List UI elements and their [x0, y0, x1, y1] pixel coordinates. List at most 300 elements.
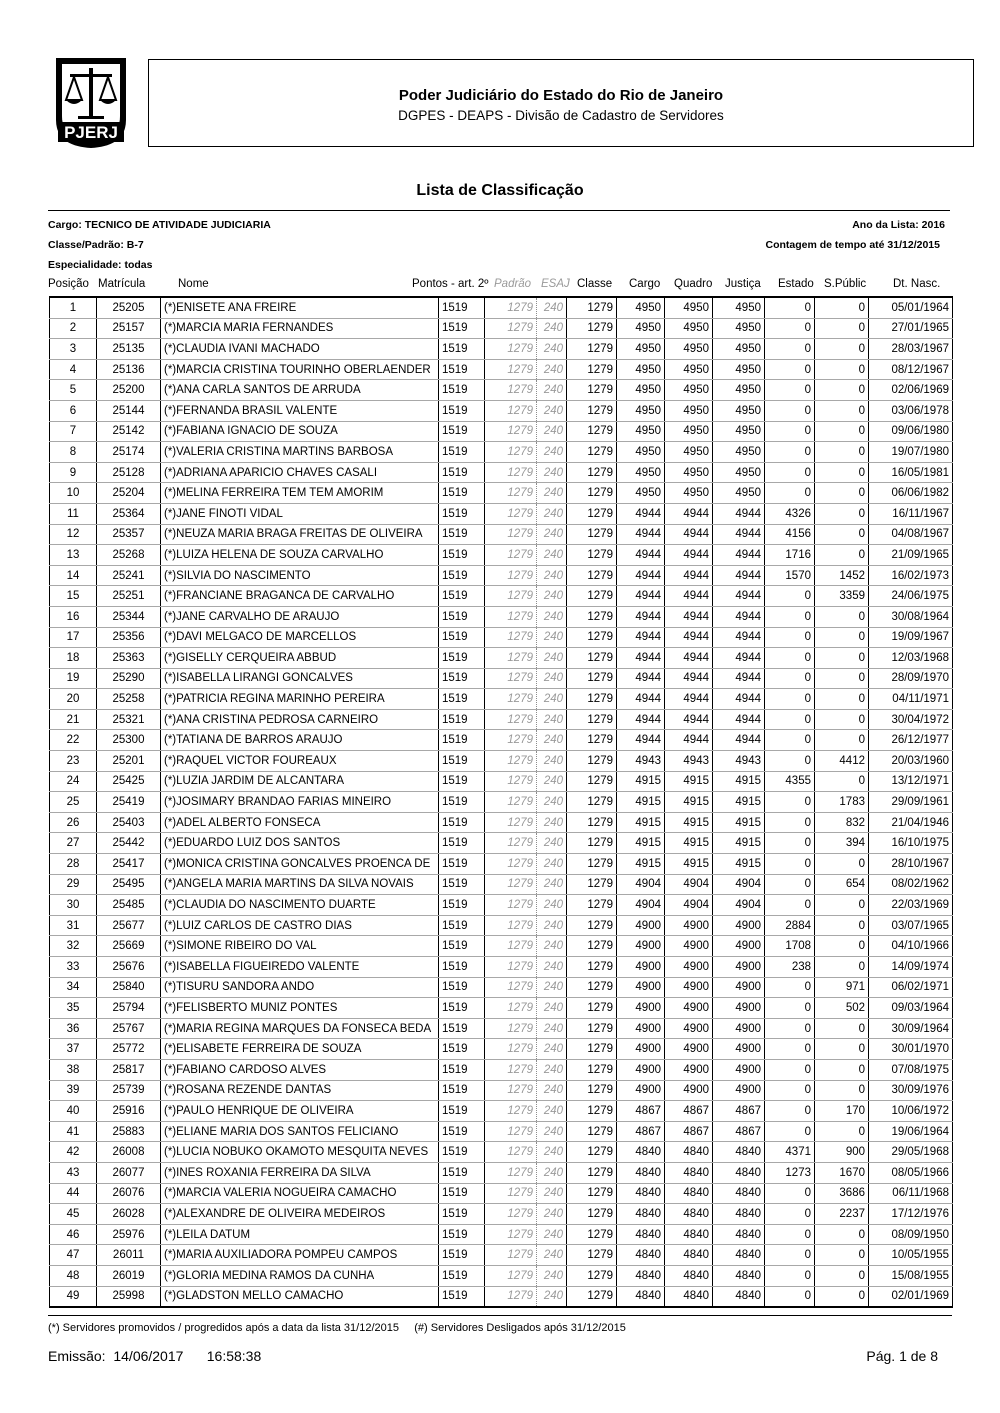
cell-pontos: 1519 [439, 751, 485, 772]
emission-date: Emissão: 14/06/2017 16:58:38 [48, 1348, 262, 1364]
cell-matricula: 25356 [97, 627, 161, 648]
cell-estado: 0 [765, 730, 815, 751]
cell-quadro: 4944 [665, 730, 713, 751]
cell-esaj: 240 [537, 503, 567, 524]
cell-classe: 1279 [567, 751, 617, 772]
cell-spublic: 4412 [815, 751, 869, 772]
cell-cargo: 4944 [617, 730, 665, 751]
cell-nome: (*)LEILA DATUM [161, 1224, 439, 1245]
cell-estado: 238 [765, 957, 815, 978]
cell-estado: 1570 [765, 565, 815, 586]
cell-padrao: 1279 [485, 915, 537, 936]
cell-matricula: 25794 [97, 998, 161, 1019]
cell-padrao: 1279 [485, 586, 537, 607]
cell-estado: 0 [765, 318, 815, 339]
footer-divider [48, 1315, 952, 1316]
cell-posicao: 2 [50, 318, 97, 339]
table-row [50, 1224, 953, 1245]
cell-matricula: 25128 [97, 462, 161, 483]
table-row [50, 751, 953, 772]
cell-dtnasc: 02/01/1969 [869, 1286, 953, 1307]
cell-esaj: 240 [537, 792, 567, 813]
cell-spublic: 0 [815, 524, 869, 545]
cell-padrao: 1279 [485, 1265, 537, 1286]
cell-dtnasc: 08/02/1962 [869, 874, 953, 895]
cargo-label: Cargo: TECNICO DE ATIVIDADE JUDICIARIA [48, 219, 271, 231]
cell-padrao: 1279 [485, 359, 537, 380]
cell-esaj: 240 [537, 936, 567, 957]
cell-justica: 4840 [713, 1204, 765, 1225]
table-row [50, 1162, 953, 1183]
cell-quadro: 4900 [665, 915, 713, 936]
cell-nome: (*)MARCIA VALERIA NOGUEIRA CAMACHO [161, 1183, 439, 1204]
cell-quadro: 4840 [665, 1204, 713, 1225]
cell-nome: (*)SIMONE RIBEIRO DO VAL [161, 936, 439, 957]
cell-nome: (*)ROSANA REZENDE DANTAS [161, 1080, 439, 1101]
cell-spublic: 0 [815, 297, 869, 318]
cell-estado: 0 [765, 1018, 815, 1039]
cell-matricula: 25204 [97, 483, 161, 504]
cell-estado: 0 [765, 380, 815, 401]
cell-padrao: 1279 [485, 400, 537, 421]
cell-quadro: 4944 [665, 689, 713, 710]
cell-spublic: 0 [815, 421, 869, 442]
cell-quadro: 4900 [665, 1080, 713, 1101]
cell-spublic: 0 [815, 545, 869, 566]
table-row [50, 297, 953, 318]
cell-dtnasc: 13/12/1971 [869, 771, 953, 792]
cell-matricula: 25174 [97, 442, 161, 463]
cell-classe: 1279 [567, 545, 617, 566]
cell-esaj: 240 [537, 895, 567, 916]
cell-quadro: 4944 [665, 586, 713, 607]
cell-posicao: 39 [50, 1080, 97, 1101]
cell-spublic: 0 [815, 1018, 869, 1039]
cell-justica: 4950 [713, 339, 765, 360]
cell-spublic: 0 [815, 483, 869, 504]
table-row [50, 359, 953, 380]
cell-esaj: 240 [537, 648, 567, 669]
cell-cargo: 4944 [617, 545, 665, 566]
table-row [50, 1101, 953, 1122]
cell-justica: 4944 [713, 524, 765, 545]
table-row [50, 545, 953, 566]
cell-quadro: 4950 [665, 462, 713, 483]
cell-cargo: 4950 [617, 339, 665, 360]
cell-posicao: 28 [50, 854, 97, 875]
cell-spublic: 0 [815, 1039, 869, 1060]
cell-esaj: 240 [537, 1121, 567, 1142]
cell-justica: 4944 [713, 503, 765, 524]
cell-nome: (*)FRANCIANE BRAGANCA DE CARVALHO [161, 586, 439, 607]
cell-spublic: 1452 [815, 565, 869, 586]
cell-padrao: 1279 [485, 318, 537, 339]
cell-posicao: 13 [50, 545, 97, 566]
cell-padrao: 1279 [485, 730, 537, 751]
cell-cargo: 4944 [617, 586, 665, 607]
cell-esaj: 240 [537, 689, 567, 710]
cell-justica: 4840 [713, 1265, 765, 1286]
cell-cargo: 4900 [617, 915, 665, 936]
cell-classe: 1279 [567, 812, 617, 833]
cell-nome: (*)JANE FINOTI VIDAL [161, 503, 439, 524]
cell-pontos: 1519 [439, 1121, 485, 1142]
col-posicao: Posição [48, 278, 89, 290]
cell-estado: 0 [765, 339, 815, 360]
cell-classe: 1279 [567, 998, 617, 1019]
cell-matricula: 25772 [97, 1039, 161, 1060]
cell-posicao: 18 [50, 648, 97, 669]
cell-padrao: 1279 [485, 833, 537, 854]
cell-classe: 1279 [567, 1286, 617, 1307]
table-row [50, 586, 953, 607]
cell-posicao: 32 [50, 936, 97, 957]
cell-pontos: 1519 [439, 1018, 485, 1039]
cell-dtnasc: 07/08/1975 [869, 1059, 953, 1080]
cell-nome: (*)RAQUEL VICTOR FOUREAUX [161, 751, 439, 772]
cell-pontos: 1519 [439, 503, 485, 524]
cell-nome: (*)TISURU SANDORA ANDO [161, 977, 439, 998]
table-row [50, 503, 953, 524]
cell-spublic: 1783 [815, 792, 869, 813]
cell-nome: (*)ISABELLA FIGUEIREDO VALENTE [161, 957, 439, 978]
cell-cargo: 4900 [617, 957, 665, 978]
cell-justica: 4904 [713, 895, 765, 916]
cell-spublic: 0 [815, 854, 869, 875]
cell-nome: (*)ENISETE ANA FREIRE [161, 297, 439, 318]
cell-nome: (*)LUIZ CARLOS DE CASTRO DIAS [161, 915, 439, 936]
cell-cargo: 4944 [617, 565, 665, 586]
cell-dtnasc: 30/01/1970 [869, 1039, 953, 1060]
cell-matricula: 26011 [97, 1245, 161, 1266]
cell-quadro: 4915 [665, 812, 713, 833]
cell-estado: 0 [765, 874, 815, 895]
cell-matricula: 25241 [97, 565, 161, 586]
cell-spublic: 0 [815, 627, 869, 648]
cell-posicao: 22 [50, 730, 97, 751]
cell-quadro: 4944 [665, 545, 713, 566]
cell-padrao: 1279 [485, 297, 537, 318]
cell-dtnasc: 09/06/1980 [869, 421, 953, 442]
cell-nome: (*)FABIANA IGNACIO DE SOUZA [161, 421, 439, 442]
cell-nome: (*)CLAUDIA IVANI MACHADO [161, 339, 439, 360]
cell-posicao: 7 [50, 421, 97, 442]
cell-matricula: 25142 [97, 421, 161, 442]
cell-classe: 1279 [567, 709, 617, 730]
cell-estado: 1708 [765, 936, 815, 957]
cell-matricula: 25363 [97, 648, 161, 669]
cell-justica: 4915 [713, 771, 765, 792]
cell-padrao: 1279 [485, 792, 537, 813]
cell-nome: (*)MARCIA MARIA FERNANDES [161, 318, 439, 339]
cell-cargo: 4900 [617, 1080, 665, 1101]
cell-spublic: 0 [815, 668, 869, 689]
cell-estado: 0 [765, 648, 815, 669]
cell-quadro: 4840 [665, 1224, 713, 1245]
cell-spublic: 971 [815, 977, 869, 998]
table-row [50, 1121, 953, 1142]
cell-dtnasc: 06/02/1971 [869, 977, 953, 998]
cell-cargo: 4904 [617, 895, 665, 916]
cell-pontos: 1519 [439, 1162, 485, 1183]
cell-matricula: 25290 [97, 668, 161, 689]
cell-classe: 1279 [567, 874, 617, 895]
cell-cargo: 4944 [617, 668, 665, 689]
cell-posicao: 1 [50, 297, 97, 318]
cell-quadro: 4950 [665, 318, 713, 339]
cell-classe: 1279 [567, 1183, 617, 1204]
cell-quadro: 4867 [665, 1121, 713, 1142]
cell-cargo: 4944 [617, 627, 665, 648]
cell-nome: (*)FABIANO CARDOSO ALVES [161, 1059, 439, 1080]
col-dtnasc: Dt. Nasc. [893, 278, 941, 290]
cell-pontos: 1519 [439, 957, 485, 978]
cell-quadro: 4943 [665, 751, 713, 772]
cell-matricula: 25998 [97, 1286, 161, 1307]
cell-pontos: 1519 [439, 1101, 485, 1122]
pjerj-logo [52, 50, 130, 150]
col-classe: Classe [577, 278, 613, 290]
cell-cargo: 4840 [617, 1204, 665, 1225]
cell-nome: (*)ADRIANA APARICIO CHAVES CASALI [161, 462, 439, 483]
cell-quadro: 4904 [665, 895, 713, 916]
cell-padrao: 1279 [485, 1162, 537, 1183]
cell-pontos: 1519 [439, 1224, 485, 1245]
cell-posicao: 30 [50, 895, 97, 916]
cell-estado: 0 [765, 421, 815, 442]
cell-nome: (*)ELISABETE FERREIRA DE SOUZA [161, 1039, 439, 1060]
cell-nome: (*)ADEL ALBERTO FONSECA [161, 812, 439, 833]
cell-estado: 0 [765, 586, 815, 607]
cell-posicao: 5 [50, 380, 97, 401]
cell-justica: 4944 [713, 648, 765, 669]
cell-justica: 4840 [713, 1142, 765, 1163]
cell-cargo: 4943 [617, 751, 665, 772]
table-row [50, 730, 953, 751]
cell-nome: (*)MARIA REGINA MARQUES DA FONSECA BEDA [161, 1018, 439, 1039]
cell-estado: 0 [765, 606, 815, 627]
cell-posicao: 10 [50, 483, 97, 504]
cell-estado: 0 [765, 833, 815, 854]
cell-justica: 4915 [713, 854, 765, 875]
cell-classe: 1279 [567, 771, 617, 792]
cell-matricula: 25344 [97, 606, 161, 627]
cell-justica: 4840 [713, 1224, 765, 1245]
cell-posicao: 4 [50, 359, 97, 380]
cell-padrao: 1279 [485, 1142, 537, 1163]
cell-spublic: 0 [815, 339, 869, 360]
cell-matricula: 25364 [97, 503, 161, 524]
cell-esaj: 240 [537, 874, 567, 895]
cell-matricula: 25485 [97, 895, 161, 916]
cell-cargo: 4944 [617, 524, 665, 545]
cell-cargo: 4900 [617, 936, 665, 957]
cell-posicao: 43 [50, 1162, 97, 1183]
cell-dtnasc: 19/09/1967 [869, 627, 953, 648]
cell-matricula: 25357 [97, 524, 161, 545]
col-nome: Nome [178, 278, 209, 290]
cell-estado: 0 [765, 1265, 815, 1286]
title-divider [48, 210, 950, 211]
cell-padrao: 1279 [485, 421, 537, 442]
table-row [50, 1018, 953, 1039]
cell-spublic: 900 [815, 1142, 869, 1163]
cell-justica: 4944 [713, 668, 765, 689]
cell-spublic: 0 [815, 1286, 869, 1307]
cell-cargo: 4900 [617, 1059, 665, 1080]
table-row [50, 998, 953, 1019]
cell-estado: 4156 [765, 524, 815, 545]
table-row [50, 874, 953, 895]
cell-pontos: 1519 [439, 1204, 485, 1225]
cell-esaj: 240 [537, 1059, 567, 1080]
cell-pontos: 1519 [439, 1039, 485, 1060]
cell-padrao: 1279 [485, 977, 537, 998]
cell-esaj: 240 [537, 442, 567, 463]
cell-pontos: 1519 [439, 1265, 485, 1286]
cell-dtnasc: 19/07/1980 [869, 442, 953, 463]
cell-padrao: 1279 [485, 1245, 537, 1266]
cell-quadro: 4904 [665, 874, 713, 895]
cell-cargo: 4950 [617, 359, 665, 380]
table-row [50, 565, 953, 586]
cell-cargo: 4915 [617, 792, 665, 813]
cell-cargo: 4840 [617, 1183, 665, 1204]
cell-spublic: 0 [815, 1080, 869, 1101]
cell-justica: 4944 [713, 545, 765, 566]
cell-cargo: 4944 [617, 709, 665, 730]
cell-justica: 4944 [713, 730, 765, 751]
cell-dtnasc: 08/12/1967 [869, 359, 953, 380]
table-row [50, 1286, 953, 1307]
cell-pontos: 1519 [439, 359, 485, 380]
cell-spublic: 0 [815, 1121, 869, 1142]
cell-padrao: 1279 [485, 1101, 537, 1122]
cell-dtnasc: 09/03/1964 [869, 998, 953, 1019]
cell-justica: 4950 [713, 442, 765, 463]
cell-estado: 0 [765, 895, 815, 916]
cell-nome: (*)FERNANDA BRASIL VALENTE [161, 400, 439, 421]
cell-classe: 1279 [567, 1265, 617, 1286]
col-padrao: Padrão [494, 278, 532, 290]
cell-justica: 4943 [713, 751, 765, 772]
cell-posicao: 19 [50, 668, 97, 689]
table-row [50, 648, 953, 669]
table-row [50, 380, 953, 401]
col-matricula: Matrícula [98, 278, 146, 290]
cell-estado: 0 [765, 462, 815, 483]
cell-quadro: 4900 [665, 1059, 713, 1080]
cell-quadro: 4944 [665, 503, 713, 524]
cell-esaj: 240 [537, 1245, 567, 1266]
cell-justica: 4904 [713, 874, 765, 895]
cell-dtnasc: 04/10/1966 [869, 936, 953, 957]
cell-classe: 1279 [567, 957, 617, 978]
cell-esaj: 240 [537, 339, 567, 360]
table-row [50, 1204, 953, 1225]
cell-posicao: 24 [50, 771, 97, 792]
table-row [50, 442, 953, 463]
cell-quadro: 4900 [665, 957, 713, 978]
cell-dtnasc: 16/10/1975 [869, 833, 953, 854]
cell-esaj: 240 [537, 998, 567, 1019]
cell-padrao: 1279 [485, 689, 537, 710]
cell-classe: 1279 [567, 483, 617, 504]
cell-spublic: 0 [815, 689, 869, 710]
cell-classe: 1279 [567, 648, 617, 669]
cell-dtnasc: 17/12/1976 [869, 1204, 953, 1225]
cell-cargo: 4840 [617, 1142, 665, 1163]
cell-esaj: 240 [537, 1162, 567, 1183]
cell-matricula: 25419 [97, 792, 161, 813]
cell-posicao: 26 [50, 812, 97, 833]
cell-justica: 4944 [713, 586, 765, 607]
cell-matricula: 25840 [97, 977, 161, 998]
cell-cargo: 4915 [617, 833, 665, 854]
table-row [50, 1080, 953, 1101]
cell-padrao: 1279 [485, 1080, 537, 1101]
cell-classe: 1279 [567, 524, 617, 545]
cell-padrao: 1279 [485, 751, 537, 772]
cell-esaj: 240 [537, 421, 567, 442]
cell-classe: 1279 [567, 1204, 617, 1225]
cell-classe: 1279 [567, 400, 617, 421]
cell-cargo: 4840 [617, 1224, 665, 1245]
cell-spublic: 0 [815, 730, 869, 751]
cell-posicao: 23 [50, 751, 97, 772]
cell-nome: (*)VALERIA CRISTINA MARTINS BARBOSA [161, 442, 439, 463]
cell-justica: 4840 [713, 1245, 765, 1266]
cell-dtnasc: 15/08/1955 [869, 1265, 953, 1286]
cell-matricula: 25767 [97, 1018, 161, 1039]
cell-justica: 4950 [713, 380, 765, 401]
cell-estado: 0 [765, 1286, 815, 1307]
cell-esaj: 240 [537, 297, 567, 318]
cell-nome: (*)MARCIA CRISTINA TOURINHO OBERLAENDER [161, 359, 439, 380]
cell-spublic: 0 [815, 1265, 869, 1286]
cell-classe: 1279 [567, 318, 617, 339]
cell-classe: 1279 [567, 668, 617, 689]
cell-classe: 1279 [567, 977, 617, 998]
cell-matricula: 25442 [97, 833, 161, 854]
cell-quadro: 4950 [665, 297, 713, 318]
cell-justica: 4867 [713, 1101, 765, 1122]
cell-nome: (*)DAVI MELGACO DE MARCELLOS [161, 627, 439, 648]
cell-dtnasc: 06/11/1968 [869, 1183, 953, 1204]
cell-classe: 1279 [567, 1142, 617, 1163]
cell-padrao: 1279 [485, 854, 537, 875]
cell-padrao: 1279 [485, 1018, 537, 1039]
cell-pontos: 1519 [439, 380, 485, 401]
table-row [50, 957, 953, 978]
cell-cargo: 4840 [617, 1245, 665, 1266]
cell-spublic: 0 [815, 462, 869, 483]
table-row [50, 1265, 953, 1286]
ano-label: Ano da Lista: 2016 [852, 219, 945, 231]
cell-estado: 0 [765, 812, 815, 833]
cell-estado: 4355 [765, 771, 815, 792]
cell-justica: 4950 [713, 483, 765, 504]
cell-cargo: 4944 [617, 648, 665, 669]
cell-cargo: 4950 [617, 462, 665, 483]
cell-cargo: 4840 [617, 1265, 665, 1286]
cell-estado: 2884 [765, 915, 815, 936]
table-row [50, 915, 953, 936]
cell-nome: (*)TATIANA DE BARROS ARAUJO [161, 730, 439, 751]
cell-pontos: 1519 [439, 442, 485, 463]
cell-nome: (*)LUCIA NOBUKO OKAMOTO MESQUITA NEVES [161, 1142, 439, 1163]
cell-quadro: 4915 [665, 854, 713, 875]
